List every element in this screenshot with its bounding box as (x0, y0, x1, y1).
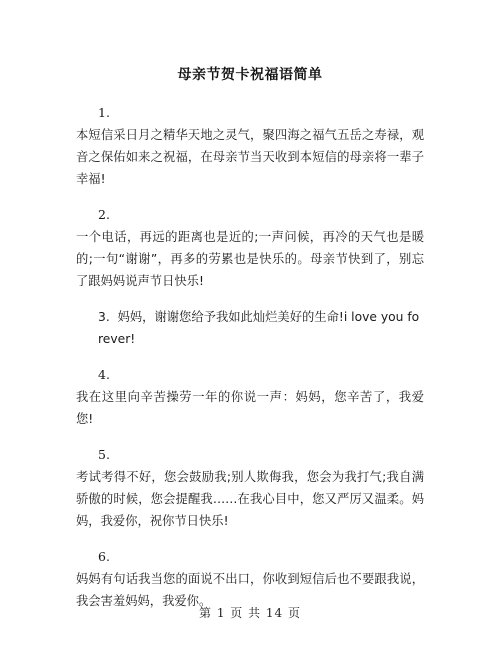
greeting-section-2 (76, 204, 424, 292)
greeting-section-3 (76, 306, 424, 350)
page-footer: 第 1 页 共 14 页 (199, 606, 301, 620)
section-text: 一个电话，再远的距离也是近的;一声问候，再冷的天气也是暖的;一句“谢谢”，再多的劳累也是快乐的。母亲节快到了，别忘了跟妈妈说声节日快乐! (76, 230, 424, 288)
greeting-section-4 (76, 364, 424, 430)
section-text: 妈妈，谢谢您给予我如此灿烂美好的生命!i love you forever! (98, 310, 420, 346)
section-number: 4. (98, 367, 110, 382)
page-title: 母亲节贺卡祝福语简单 (177, 67, 323, 83)
greeting-section-5 (76, 444, 424, 532)
section-text: 本短信采日月之精华天地之灵气，聚四海之福气五岳之寿禄，观音之保佑如来之祝福，在母亲节当天收到本短信的母亲将一辈子幸福! (76, 128, 424, 186)
section-number: 3. (98, 310, 110, 324)
section-text: 我在这里向辛苦操劳一年的你说一声：妈妈，您辛苦了，我爱您! (76, 390, 424, 426)
section-number: 1. (98, 105, 110, 120)
section-text-inline (76, 306, 424, 350)
section-number: 2. (98, 207, 110, 222)
section-number: 6. (98, 549, 110, 564)
section-text: 妈妈有句话我当您的面说不出口，你收到短信后也不要跟我说，我会害羞妈妈，我爱你。 (76, 572, 424, 608)
greeting-section-6 (76, 546, 424, 612)
section-text: 考试考得不好，您会鼓励我;别人欺侮我，您会为我打气;我自满骄傲的时候，您会提醒我……在我心目中，您又严厉又温柔。妈妈，我爱你，祝你节日快乐! (76, 470, 424, 528)
greeting-section-1 (76, 102, 424, 190)
section-number: 5. (98, 447, 110, 462)
document-body (76, 96, 424, 612)
